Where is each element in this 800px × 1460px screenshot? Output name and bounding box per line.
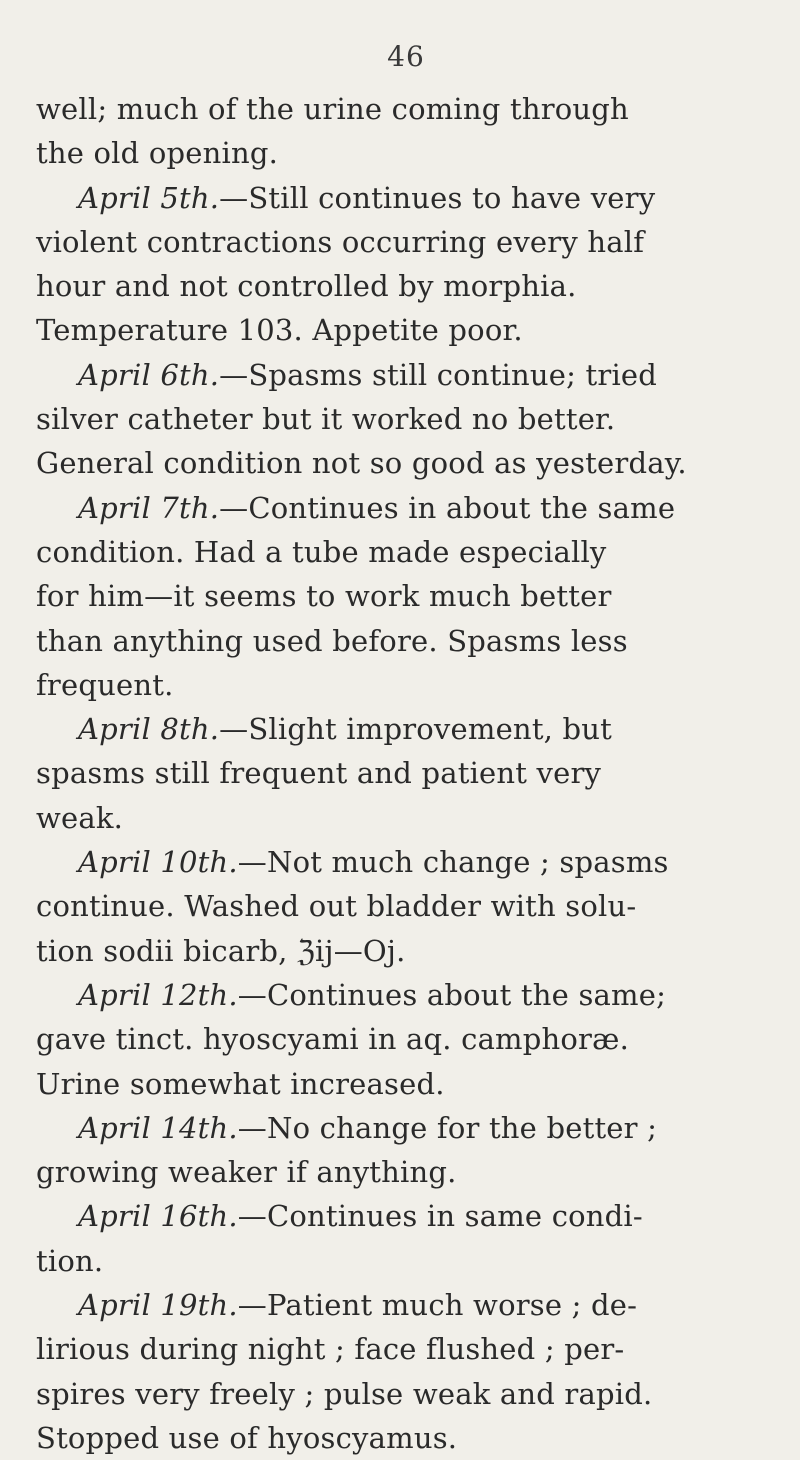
entry-text: for him—it seems to work much better (36, 579, 612, 614)
entry-text: Temperature 103. Appetite poor. (36, 313, 523, 348)
entry-date: April 19th. (78, 1288, 238, 1323)
text-line (36, 530, 736, 574)
entry-text: —Continues about the same; (237, 977, 667, 1012)
text-line (36, 131, 736, 175)
text-line (36, 308, 736, 352)
entry-text: hour and not controlled by morphia. (36, 269, 577, 304)
text-line (36, 87, 736, 131)
entry-text: —Still continues to have very (219, 180, 656, 215)
text-line (36, 574, 736, 618)
text-line (36, 840, 736, 884)
entry-text: tion sodii bicarb, ℨij—Oj. (36, 933, 406, 968)
entry-text: the old opening. (36, 136, 279, 171)
text-line (36, 441, 736, 485)
text-line (36, 1416, 736, 1460)
text-line (36, 486, 736, 530)
page-number: 46 (387, 40, 425, 73)
text-line (36, 264, 736, 308)
text-line (36, 353, 736, 397)
entry-date: April 14th. (78, 1110, 238, 1145)
entry-date: April 7th. (78, 490, 220, 525)
entry-text: —No change for the better ; (237, 1110, 658, 1145)
entry-text: —Not much change ; spasms (237, 845, 669, 880)
text-line (36, 619, 736, 663)
entry-text: spires very freely ; pulse weak and rapid. (36, 1376, 653, 1411)
text-line (36, 1239, 736, 1283)
text-line (36, 796, 736, 840)
text-line (36, 1017, 736, 1061)
entry-date: April 5th. (78, 180, 220, 215)
entry-date: April 8th. (78, 712, 220, 747)
text-line (36, 397, 736, 441)
text-line (36, 929, 736, 973)
text-line (36, 1372, 736, 1416)
text-line (36, 1283, 736, 1327)
entry-text: continue. Washed out bladder with solu- (36, 889, 637, 924)
entry-text: —Continues in about the same (219, 490, 676, 525)
entry-text: frequent. (36, 667, 174, 702)
entry-text: gave tinct. hyoscyami in aq. camphoræ. (36, 1022, 629, 1057)
entry-text: silver catheter but it worked no better. (36, 402, 616, 437)
text-line (36, 176, 736, 220)
entry-text: well; much of the urine coming through (36, 92, 629, 126)
text-line (36, 220, 736, 264)
text-line (36, 1327, 736, 1371)
entry-text: —Slight improvement, but (219, 712, 612, 747)
entry-text: weak. (36, 800, 124, 835)
entry-text: condition. Had a tube made especially (36, 534, 607, 569)
entry-text: than anything used before. Spasms less (36, 623, 628, 658)
entry-date: April 16th. (78, 1199, 238, 1234)
entry-date: April 6th. (78, 357, 220, 392)
entry-text: tion. (36, 1243, 104, 1278)
text-line (36, 707, 736, 751)
entry-text: General condition not so good as yesterday. (36, 446, 687, 481)
text-line (36, 1150, 736, 1194)
text-line (36, 973, 736, 1017)
entry-text: Stopped use of hyoscyamus. (36, 1420, 458, 1455)
entry-text: —Spasms still continue; tried (219, 357, 658, 392)
text-line (36, 751, 736, 795)
entry-text: spasms still frequent and patient very (36, 756, 602, 791)
body-text (36, 87, 736, 1460)
text-line (36, 663, 736, 707)
entry-text: violent contractions occurring every half (36, 224, 645, 259)
entry-text: Urine somewhat increased. (36, 1066, 445, 1101)
entry-text: growing weaker if anything. (36, 1155, 457, 1190)
text-line (36, 884, 736, 928)
text-line (36, 1194, 736, 1238)
text-line (36, 1106, 736, 1150)
entry-text: —Patient much worse ; de- (237, 1288, 638, 1323)
entry-date: April 10th. (78, 845, 238, 880)
entry-text: lirious during night ; face flushed ; per- (36, 1332, 625, 1367)
entry-date: April 12th. (78, 977, 238, 1012)
text-line (36, 1062, 736, 1106)
entry-text: —Continues in same condi- (237, 1199, 643, 1234)
